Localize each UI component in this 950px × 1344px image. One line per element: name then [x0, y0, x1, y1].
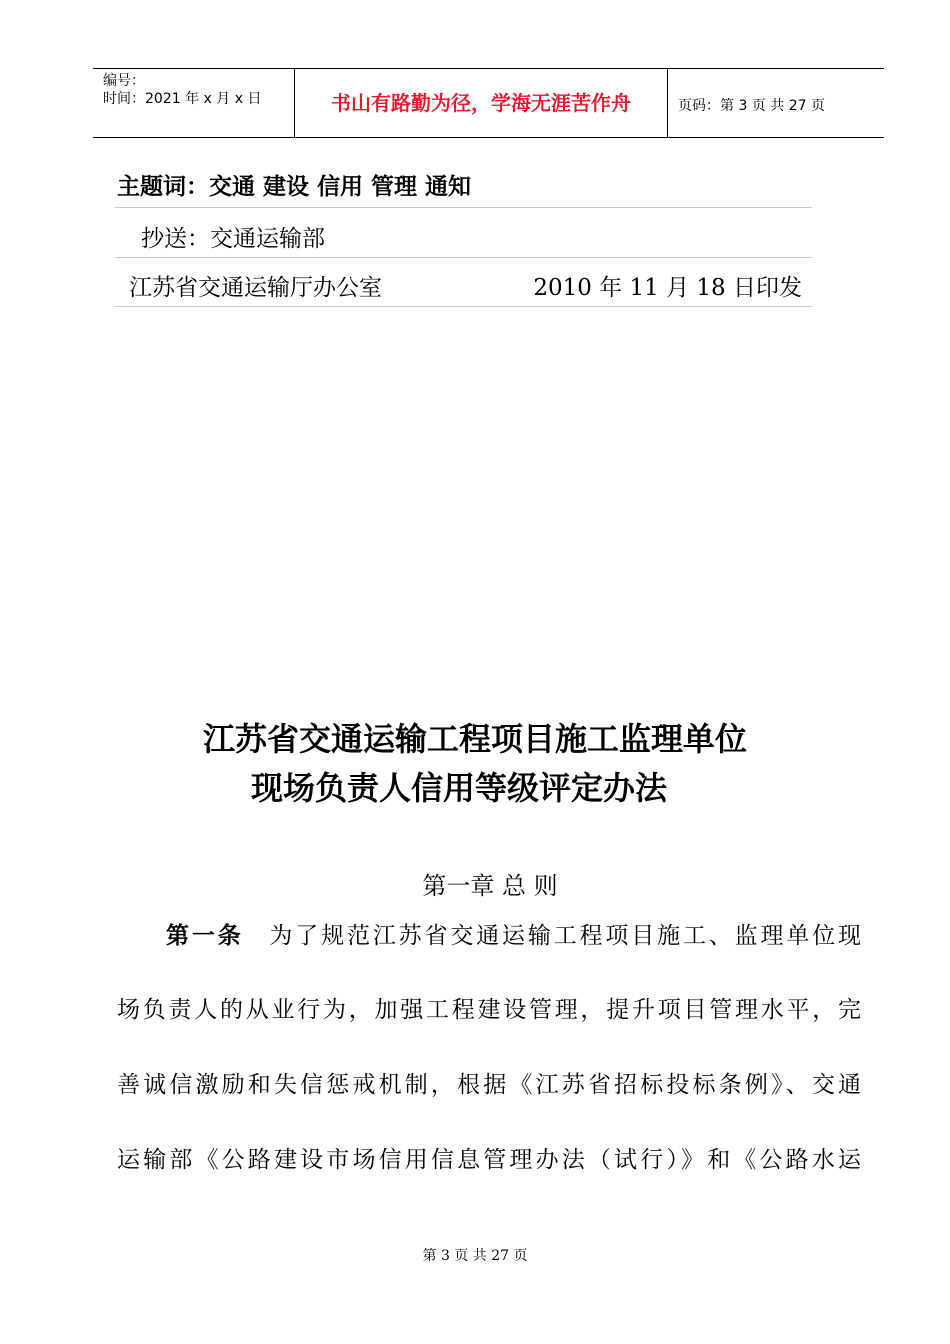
body-line: 善诚信激励和失信惩戒机制，根据《江苏省招标投标条例》、交通 [117, 1072, 861, 1098]
body-line-text: 为了规范江苏省交通运输工程项目施工、监理单位现 [269, 923, 862, 949]
keywords-row [115, 158, 812, 208]
page-footer: 第 3 页 共 27 页 [422, 1248, 528, 1264]
issuer-text: 江苏省交通运输厅办公室 [129, 275, 382, 301]
header-page-cell [668, 69, 884, 137]
cc-row [115, 208, 812, 258]
body-line: 运输部《公路建设市场信用信息管理办法（试行）》和《公路水运 [117, 1147, 861, 1173]
header-motto-cell [295, 69, 668, 137]
header-meta-cell [93, 69, 295, 137]
document-header [93, 68, 884, 138]
page-number-label: 页码：第 3 页 共 27 页 [678, 98, 825, 114]
issue-date-text: 2010 年 11 月 18 日印发 [533, 275, 802, 301]
keywords-text: 主题词：交通 建设 信用 管理 通知 [117, 173, 472, 200]
motto-text: 书山有路勤为径，学海无涯苦作舟 [331, 91, 631, 115]
number-label: 编号： [103, 73, 145, 89]
issuer-row [115, 258, 812, 307]
cc-text: 抄送：交通运输部 [141, 226, 325, 252]
document-title-line2: 现场负责人信用等级评定办法 [250, 769, 667, 807]
time-label: 时间：2021 年 x 月 x 日 [103, 91, 262, 107]
article-lead: 第一条 [166, 923, 244, 949]
document-title-line1: 江苏省交通运输工程项目施工监理单位 [202, 720, 747, 758]
chapter-heading: 第一章 总 则 [422, 872, 558, 900]
body-line: 场负责人的从业行为，加强工程建设管理，提升项目管理水平，完 [117, 997, 861, 1023]
body-line [166, 917, 861, 950]
